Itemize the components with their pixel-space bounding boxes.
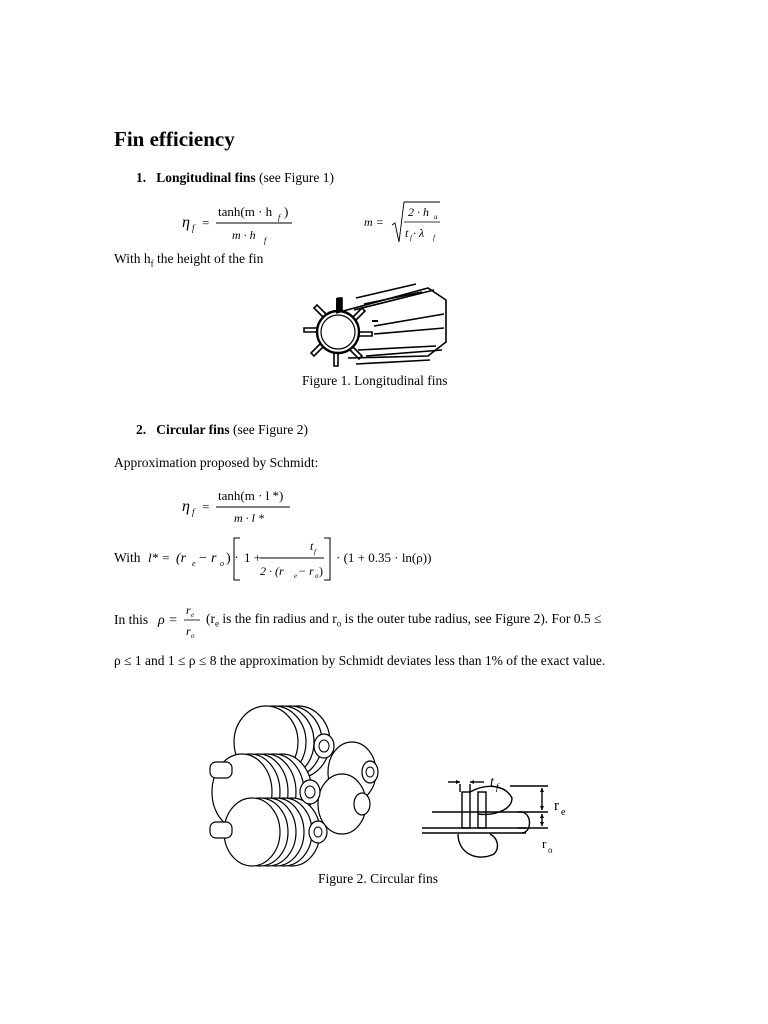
eq1-numerator-sub: f	[278, 213, 281, 222]
with-hf-sub: f	[150, 258, 154, 269]
figure-2-caption: Figure 2. Circular fins	[318, 871, 438, 886]
eq1-numerator: tanh(m · h	[218, 204, 273, 219]
section-1-heading	[136, 170, 334, 186]
section-1-number: 1.	[136, 170, 147, 185]
eq4-prefix: With	[114, 550, 141, 565]
eq2-denominator-sub2: f	[433, 234, 435, 242]
rho-text3: is the outer tube radius, see Figure 2). For 0.5 ≤	[341, 611, 602, 626]
eq4-sub-e: e	[192, 559, 196, 568]
rho-equals: ρ =	[158, 613, 178, 628]
eq4-frac-den-close: )	[319, 564, 323, 578]
paragraph-schmidt-accuracy: ρ ≤ 1 and 1 ≤ ρ ≤ 8 the approximation by Schmidt deviates less than 1% of the exact value.	[114, 653, 606, 668]
rho-text2: is the fin radius and r	[219, 611, 337, 626]
eq4-sub-o: o	[220, 559, 224, 568]
eq1-denominator: m · h	[232, 228, 256, 242]
eq1-denominator-sub: f	[264, 236, 267, 245]
section-2-title: Circular fins	[156, 422, 230, 437]
rho-den-sub: o	[191, 632, 195, 640]
eq4-minus: − r	[198, 551, 217, 566]
eq1-numerator-close: )	[284, 204, 289, 219]
eq4-frac-den-sub-o: o	[315, 572, 319, 580]
rho-den: r	[186, 624, 191, 638]
equation-l-star	[112, 534, 442, 584]
eq4-close: ) ·	[226, 551, 239, 566]
eq4-paren: (r	[176, 551, 187, 566]
approximation-text: Approximation proposed by Schmidt:	[114, 455, 319, 470]
eq4-one-plus: 1 +	[244, 550, 262, 565]
eq4-frac-den-sub-e: e	[294, 572, 298, 580]
fig2-tf-label: t	[490, 775, 494, 790]
eq4-tail: · (1 + 0.35 · ln(ρ))	[336, 550, 432, 565]
eq1-equals: =	[202, 215, 210, 230]
eq2-denominator: t	[405, 226, 409, 240]
fig2-tf-sub: f	[496, 782, 499, 792]
figure-2-circular-fins-illustration	[206, 700, 386, 872]
section-2-heading	[136, 422, 308, 438]
rho-text2-sub: o	[336, 618, 342, 629]
section-1-ref: (see Figure 1)	[259, 170, 335, 185]
figure-1-caption: Figure 1. Longitudinal fins	[302, 373, 448, 388]
eq4-lstar: l* =	[148, 550, 171, 565]
rho-text1: (r	[206, 611, 215, 626]
figure-2-cross-section-diagram	[418, 770, 588, 866]
eq4-frac-den-mid: − r	[298, 564, 314, 578]
fig2-ro-label: r	[542, 836, 547, 851]
figure-1-longitudinal-fins-illustration	[296, 280, 466, 370]
equation-fin-efficiency-longitudinal	[178, 196, 308, 248]
rho-text1-sub: e	[215, 618, 219, 629]
with-hf-prefix: With h	[114, 251, 151, 266]
fig2-ro-sub: o	[548, 845, 553, 855]
eq4-frac-num-sub: f	[314, 548, 316, 556]
page-title: Fin efficiency	[114, 127, 235, 151]
eq3-equals: =	[202, 499, 210, 514]
eq3-lhs-sub: f	[192, 507, 195, 517]
rho-num-sub: e	[191, 611, 195, 619]
fig2-re-label: r	[554, 798, 559, 814]
eq2-denominator-sub: f	[410, 234, 412, 242]
rho-explanation	[206, 611, 658, 629]
equation-m-definition	[362, 198, 452, 248]
eq1-lhs-sub: f	[192, 223, 195, 233]
eq2-numerator: 2 · h	[408, 205, 429, 219]
rho-num: r	[186, 603, 191, 617]
eq2-denominator-mid: · λ	[413, 226, 425, 240]
eq4-frac-num: t	[310, 539, 314, 553]
section-2-number: 2.	[136, 422, 147, 437]
eq3-numerator: tanh(m · l *)	[218, 488, 284, 503]
section-1-title: Longitudinal fins	[156, 170, 256, 185]
equation-fin-efficiency-circular	[178, 484, 298, 528]
eq2-lhs: m =	[364, 215, 384, 229]
eq3-lhs: η	[182, 498, 190, 515]
in-this-prefix: In this	[114, 612, 149, 627]
section-2-ref: (see Figure 2)	[233, 422, 308, 437]
eq3-denominator: m · l *	[234, 511, 264, 525]
eq1-lhs: η	[182, 214, 190, 231]
eq4-right-bracket	[324, 538, 330, 580]
with-hf-text	[114, 251, 263, 269]
eq4-frac-den: 2 · (r	[260, 564, 284, 578]
fig2-re-sub: e	[561, 807, 566, 818]
with-hf-suffix: the height of the fin	[153, 251, 264, 266]
eq2-numerator-sub: u	[434, 213, 438, 221]
